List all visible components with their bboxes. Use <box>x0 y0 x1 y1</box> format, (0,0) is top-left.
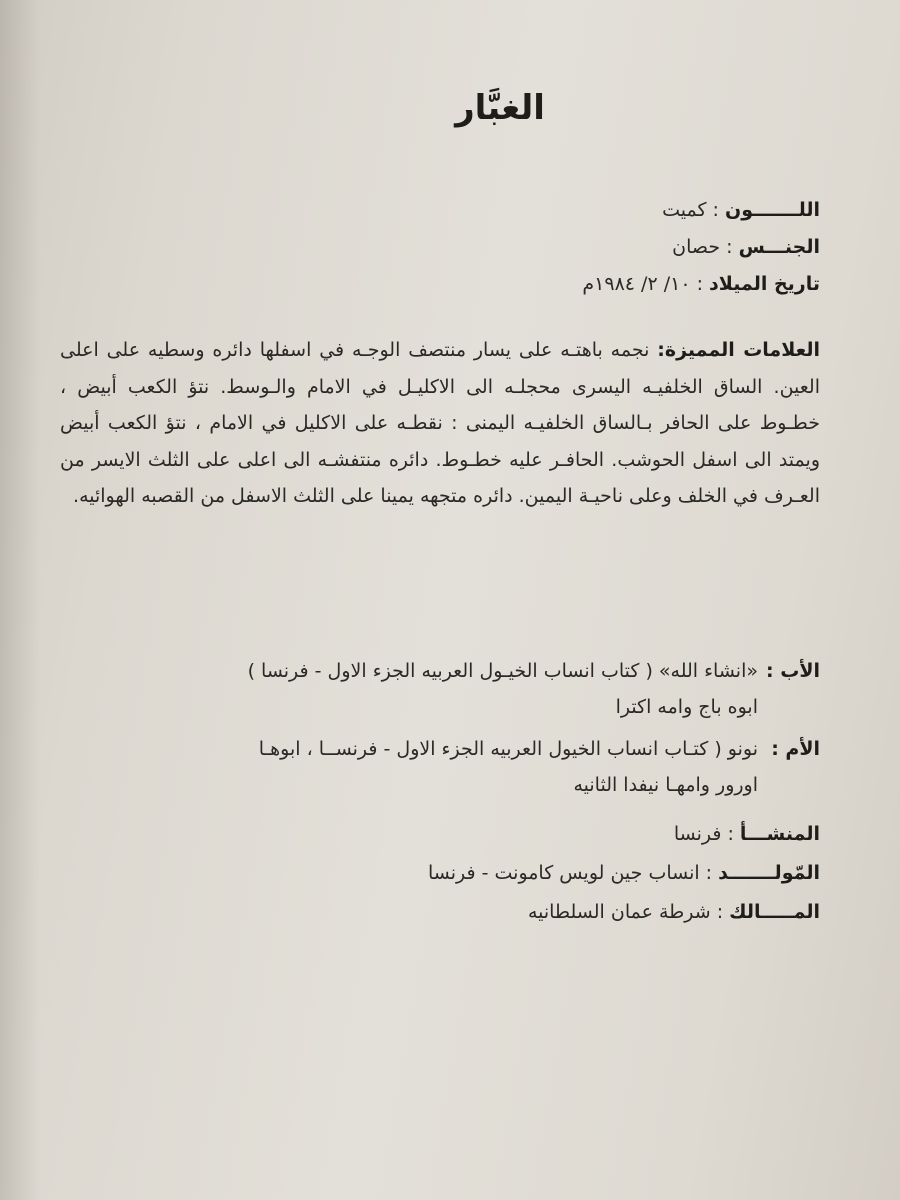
sex-label: الجنـــس <box>738 236 820 258</box>
breeder-row <box>60 854 820 893</box>
father-line-1: «انشاء الله» ( كتاب انساب الخيـول العربيه الجزء الاول - فرنسا ) <box>247 660 758 682</box>
birth-value: ١٠/ ٢/ ١٩٨٤م <box>582 273 691 295</box>
markings-label: العلامات المميزة: <box>657 339 820 361</box>
breeder-value: انساب جين لويس كامونت - فرنسا <box>427 862 700 884</box>
owner-value: شرطة عمان السلطانيه <box>527 901 711 923</box>
sex-value: حصان <box>672 236 721 258</box>
markings-paragraph <box>60 332 820 515</box>
separator: : <box>720 236 739 258</box>
horse-name: الغبَّار <box>455 88 545 128</box>
color-row <box>60 192 820 229</box>
origin-value: فرنسا <box>673 823 722 845</box>
owner-label: المـــــالك <box>729 901 820 923</box>
separator: : <box>721 823 740 845</box>
mother-value <box>60 731 758 803</box>
father-line-2: ابوه باج وامه اكترا <box>615 696 758 718</box>
color-value: كميت <box>662 199 707 221</box>
separator: : <box>710 901 730 923</box>
basic-info <box>60 192 820 303</box>
sex-row <box>60 229 820 266</box>
mother-line-1: نونو ( كتـاب انساب الخيول العربيه الجزء الاول - فرنســا ، ابوهـا <box>258 738 758 760</box>
page-gutter-shadow <box>0 0 40 1200</box>
breeder-label: المّولـــــــد <box>718 862 820 884</box>
parents-section <box>60 653 820 803</box>
markings-text: نجمه باهتـه على يسار منتصف الوجـه في اسفلها دائره وسطيه على اعلى العين. الساق الخلفيـه اليسرى محجلـه الى الاكليـل في الامام والـوسط. نتؤ الكعب أبيض ، خطـوط على الحافر بـالساق الخلفيـه اليمنى : نقطـه على الاكليل في الامام ، نتؤ الكعب أبيض ويمتد الى اسفل الحوشب. الحافـر عليه خطـوط. دائره منتفشـه الى اعلى على الثلث الايسر من العـرف في الخلف وعلى ناحيـة اليمين. دائره متجهه يمينا على الثلث الاسفل من القصبه الهوائيه. <box>60 339 820 507</box>
color-label: اللـــــــون <box>725 199 820 221</box>
father-label: الأب : <box>766 660 820 682</box>
facts-section <box>60 815 820 932</box>
birth-row <box>60 266 820 303</box>
separator: : <box>706 199 725 221</box>
separator: : <box>690 273 710 295</box>
mother-entry <box>60 731 820 803</box>
page-title <box>60 88 820 128</box>
birth-label: تاريخ الميلاد <box>709 273 820 295</box>
mother-line-2: اورور وامهـا نيفدا الثانيه <box>573 774 758 796</box>
owner-row <box>60 893 820 932</box>
origin-label: المنشـــأ <box>739 823 820 845</box>
father-entry <box>60 653 820 725</box>
separator: : <box>699 862 719 884</box>
mother-label: الأم : <box>771 738 820 760</box>
origin-row <box>60 815 820 854</box>
father-value <box>60 653 758 725</box>
